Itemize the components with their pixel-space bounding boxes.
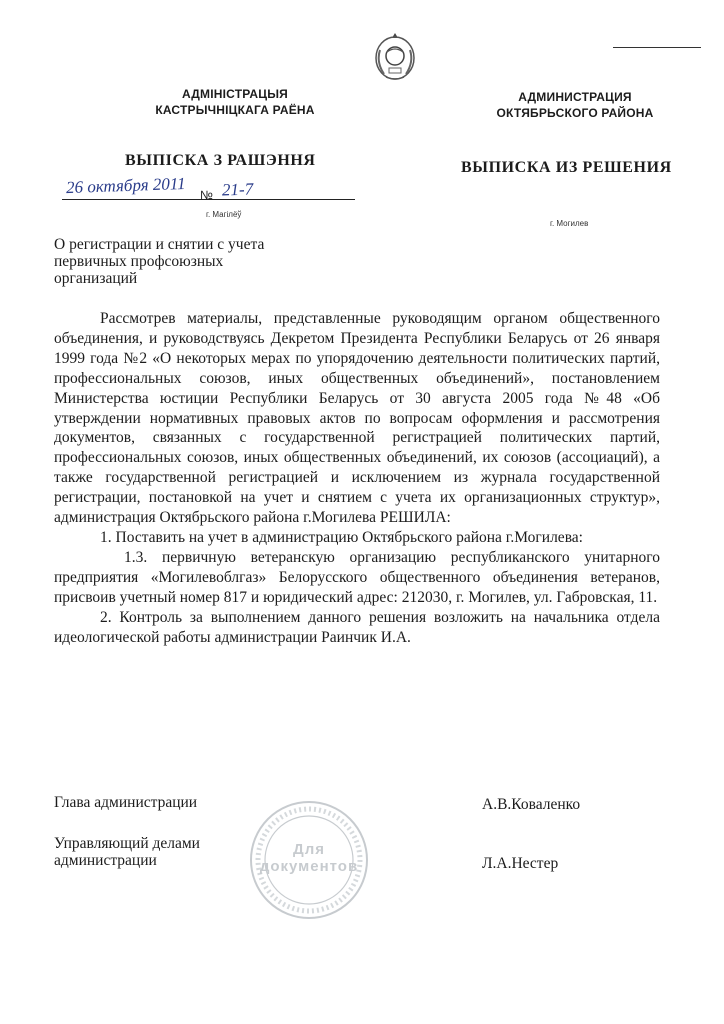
org-ru-line1: АДМИНИСТРАЦИЯ xyxy=(518,90,632,104)
subject-line1: О регистрации и снятии с учета xyxy=(54,236,265,253)
subject-line3: организаций xyxy=(54,270,138,287)
org-by-line2: КАСТРЫЧНІЦКАГА РАЁНА xyxy=(155,103,315,117)
org-by-line1: АДМІНІСТРАЦЫЯ xyxy=(181,87,289,101)
subject-line2: первичных профсоюзных xyxy=(54,253,224,270)
handwritten-number: 21-7 xyxy=(221,179,254,200)
signatory-role-manager xyxy=(54,835,200,869)
signatory-role-head: Глава администрации xyxy=(54,794,198,811)
item-1-3-paragraph: 1.3. первичную ветеранскую организацию республиканского унитарного предприятия «Могилевоблгаз» Белорусского общественного объединения ветеранов, присвоив учетный номер 817 и юридический адрес: 212030, г. Могилев, ул. Габровская, 11. xyxy=(54,548,660,606)
role2-line1: Управляющий делами xyxy=(54,835,200,852)
decision-subject xyxy=(54,236,334,287)
state-emblem-icon xyxy=(372,30,418,82)
city-belarusian: г. Магілёў xyxy=(206,210,242,219)
city-russian: г. Могилев xyxy=(550,219,589,228)
document-title-belarusian: ВЫПІСКА З РАШЭННЯ xyxy=(125,152,316,169)
signatory-name-manager: Л.А.Нестер xyxy=(482,855,559,872)
number-label: № xyxy=(200,188,213,202)
handwritten-date: 26 октября 2011 xyxy=(65,173,186,198)
item-2-paragraph: 2. Контроль за выполнением данного решения возложить на начальника отдела идеологической работы администрации Раинчик И.А. xyxy=(54,608,660,646)
document-title-russian: ВЫПИСКА ИЗ РЕШЕНИЯ xyxy=(461,159,672,176)
org-ru-line2: ОКТЯБРЬСКОГО РАЙОНА xyxy=(496,106,654,120)
date-number-line xyxy=(62,199,355,200)
signatory-name-head: А.В.Коваленко xyxy=(482,796,581,813)
stamp-line2: документов xyxy=(259,858,359,875)
stamp-label xyxy=(248,841,370,875)
round-stamp xyxy=(248,799,370,921)
item-1-paragraph: 1. Поставить на учет в администрацию Октябрьского района г.Могилева: xyxy=(100,528,583,546)
issuer-belarusian xyxy=(130,86,340,118)
role2-line2: администрации xyxy=(54,852,157,869)
issuer-russian xyxy=(470,89,680,121)
decision-body xyxy=(54,309,660,647)
stamp-line1: Для xyxy=(293,841,325,858)
top-right-rule xyxy=(613,47,701,48)
preamble-paragraph: Рассмотрев материалы, представленные руководящим органом общественного объединения, и руководствуясь Декретом Президента Республики Беларусь от 26 января 1999 года №2 «О некоторых мерах по упорядочению деятельности политических партий, профессиональных союзов, иных общественных объединений», постановлением Министерства юстиции Республики Беларусь от 30 августа 2005 года №48 «Об утверждении нормативных правовых актов по вопросам оформления и рассмотрения документов, связанных с государственной регистрацией политических партий, профессиональных союзов, иных общественных объединений, их союзов (ассоциаций), а также государственной регистрацией и исключением из журнала государственной регистрации, постановкой на учет и снятием с учета их организационных структур», администрация Октябрьского района г.Могилева РЕШИЛА: xyxy=(54,310,660,527)
